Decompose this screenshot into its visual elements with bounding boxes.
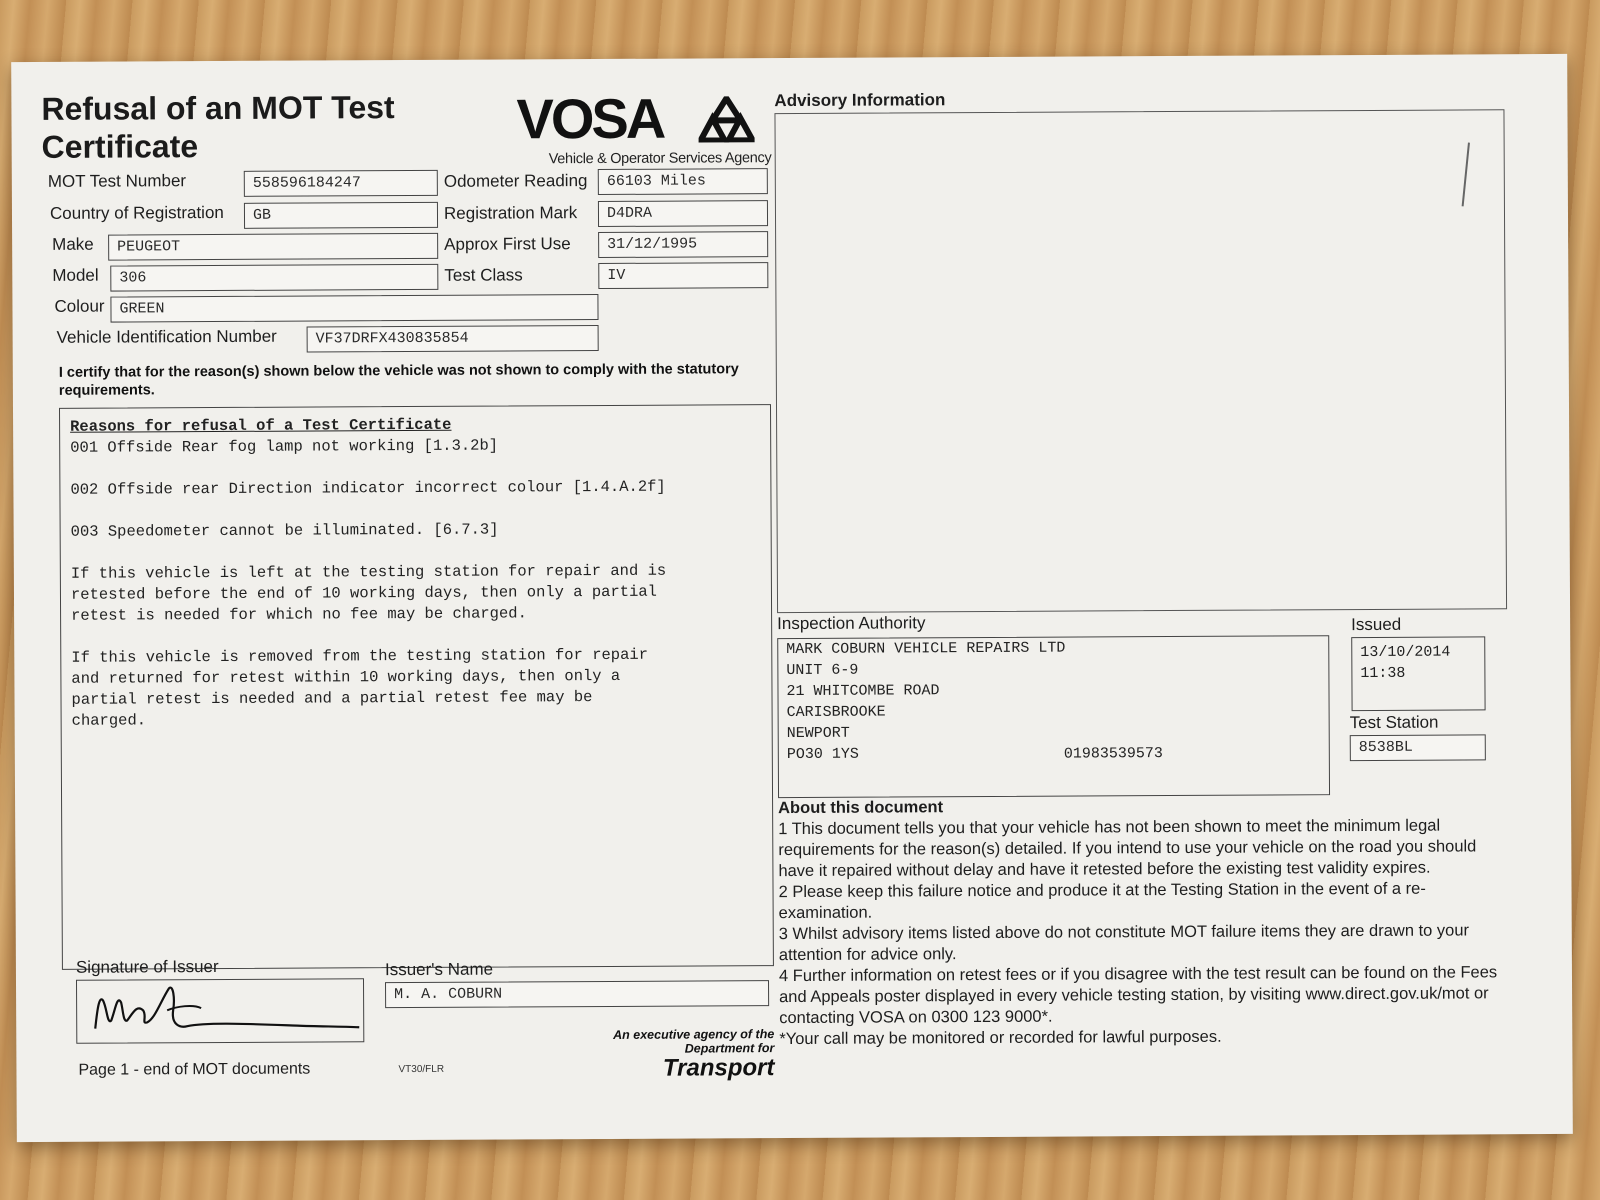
about-heading: About this document — [778, 798, 944, 818]
removal-note-line: charged. — [71, 711, 147, 730]
dft-logo — [596, 1027, 774, 1082]
colour-field: GREEN — [110, 294, 598, 323]
vosa-logo — [516, 86, 776, 168]
agency-line: Department for — [684, 1041, 775, 1056]
registration-label: Registration Mark — [443, 203, 578, 223]
first-use-label: Approx First Use — [444, 234, 571, 254]
removal-note-line: If this vehicle is removed from the testing station for repair — [71, 645, 649, 667]
issued-date: 13/10/2014 — [1360, 643, 1451, 662]
document-title: Refusal of an MOT Test Certificate — [41, 89, 395, 165]
authority-line: 21 WHITCOMBE ROAD — [786, 682, 940, 701]
authority-line: MARK COBURN VEHICLE REPAIRS LTD — [786, 639, 1066, 659]
authority-phone: 01983539573 — [1063, 745, 1163, 763]
authority-label: Inspection Authority — [777, 613, 926, 634]
about-paragraph: 4 Further information on retest fees or if you disagree with the test result can be found on the Fees and Appeals poster displayed in every vehicle testing station, by visiting www.direct.gov.uk/mot or contacting VOSA on 0300 123 9000*. — [778, 963, 1498, 1028]
about-section — [778, 794, 1499, 1050]
about-paragraph: 1 This document tells you that your vehicle has not been shown to meet the minimum legal requirements for the reason(s) detailed. If you intend to use your vehicle on the road you should have it repaired without delay and have it retested before the existing test validity expires. — [778, 816, 1477, 881]
odometer-field: 66103 Miles — [598, 168, 768, 195]
mot-refusal-document — [11, 54, 1573, 1142]
colour-label: Colour — [54, 296, 105, 316]
model-field: 306 — [110, 264, 438, 292]
issued-box — [1351, 636, 1485, 711]
signature-label: Signature of Issuer — [75, 957, 219, 977]
certify-statement: I certify that for the reason(s) shown below the vehicle was not shown to comply with the statutory requirements. — [58, 361, 739, 399]
about-paragraph: 2 Please keep this failure notice and produce it at the Testing Station in the event of a re-examination. — [778, 879, 1426, 923]
agency-line: An executive agency of the — [613, 1027, 775, 1042]
test-number-field: 558596184247 — [244, 170, 438, 197]
first-use-field: 31/12/1995 — [598, 231, 768, 258]
about-paragraph: 3 Whilst advisory items listed above do not constitute MOT failure items they are drawn to your attention for advice only. — [778, 921, 1470, 965]
removal-note-line: partial retest is needed and a partial retest fee may be — [71, 688, 593, 709]
form-code: VT30/FLR — [398, 1063, 445, 1076]
reason-item: 002 Offside rear Direction indicator incorrect colour [1.4.A.2f] — [70, 477, 666, 499]
retest-note-line: If this vehicle is left at the testing station for repair and is — [70, 561, 667, 583]
about-footnote: *Your call may be monitored or recorded for lawful purposes. — [779, 1027, 1222, 1049]
test-station-label: Test Station — [1349, 712, 1439, 733]
make-field: PEUGEOT — [108, 233, 438, 261]
advisory-label: Advisory Information — [774, 90, 946, 111]
signature-box — [76, 978, 364, 1044]
issuer-name-field: M. A. COBURN — [385, 980, 769, 1008]
logo-subtitle: Vehicle & Operator Services Agency — [548, 150, 772, 168]
authority-line: CARISBROOKE — [786, 703, 886, 722]
retest-note-line: retested before the end of 10 working days, then only a partial — [70, 582, 658, 604]
reasons-box — [59, 404, 774, 970]
test-class-field: IV — [598, 262, 768, 289]
model-label: Model — [52, 265, 99, 285]
country-label: Country of Registration — [49, 202, 224, 223]
issued-time: 11:38 — [1360, 664, 1406, 683]
vin-field: VF37DRFX430835854 — [307, 325, 599, 353]
authority-line: NEWPORT — [786, 724, 850, 743]
reason-item: 003 Speedometer cannot be illuminated. [6.7.3] — [70, 520, 499, 541]
signature-scribble — [77, 979, 361, 1040]
issuer-name-label: Issuer's Name — [384, 959, 494, 980]
authority-line: PO30 1YS — [786, 745, 859, 764]
country-field: GB — [244, 202, 438, 229]
page-footer: Page 1 - end of MOT documents — [78, 1060, 311, 1079]
authority-box — [777, 635, 1330, 798]
test-station-field: 8538BL — [1350, 734, 1486, 761]
odometer-label: Odometer Reading — [443, 171, 588, 191]
reasons-heading: Reasons for refusal of a Test Certificate — [70, 415, 452, 436]
make-label: Make — [52, 234, 94, 254]
test-number-label: MOT Test Number — [47, 171, 187, 191]
registration-field: D4DRA — [598, 200, 768, 227]
advisory-box — [774, 109, 1507, 613]
triangles-icon — [698, 96, 754, 142]
retest-note-line: retest is needed for which no fee may be charged. — [71, 604, 527, 625]
test-class-label: Test Class — [444, 265, 523, 285]
removal-note-line: and returned for retest within 10 working days, then only a — [71, 666, 621, 688]
agency-transport: Transport — [662, 1054, 775, 1082]
authority-line: UNIT 6-9 — [786, 661, 859, 680]
reason-item: 001 Offside Rear fog lamp not working [1.3.2b] — [70, 436, 499, 457]
issued-label: Issued — [1351, 614, 1402, 635]
vin-label: Vehicle Identification Number — [56, 326, 277, 347]
logo-wordmark: VOSA — [516, 86, 664, 151]
